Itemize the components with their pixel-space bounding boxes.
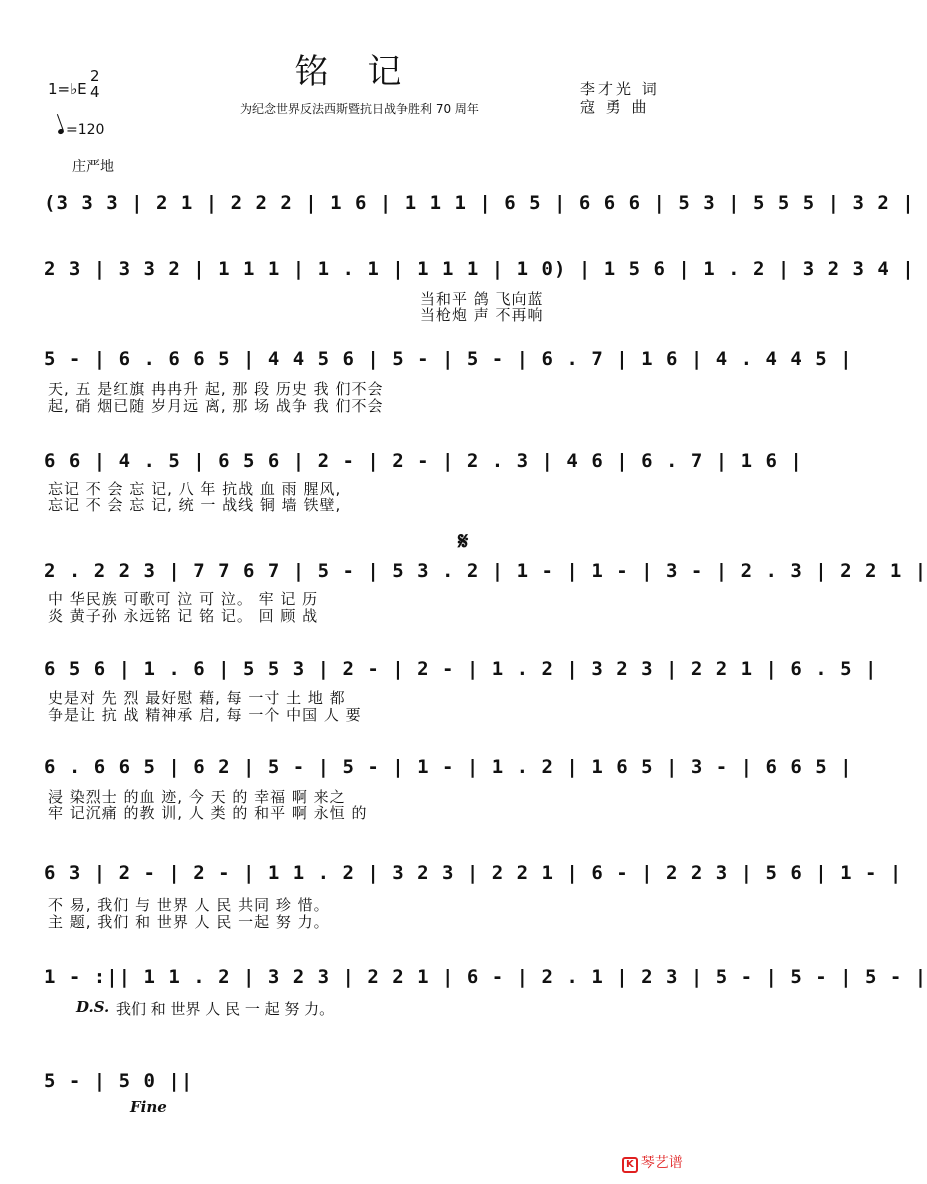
logo-icon: K bbox=[622, 1157, 638, 1173]
fine-mark: Fine bbox=[130, 1098, 167, 1116]
score-line-2: 2 3 | 3 3 2 | 1 1 1 | 1 . 1 | 1 1 1 | 1 0) | 1 5 6 | 1 . 2 | 3 2 3 4 | bbox=[44, 258, 915, 280]
lyricist-credit: 李才光 词 bbox=[580, 80, 660, 98]
expression-marking: 庄严地 bbox=[72, 159, 114, 175]
score-line-3: 5 - | 6 . 6 6 5 | 4 4 5 6 | 5 - | 5 - | 6 . 7 | 1 6 | 4 . 4 4 5 | bbox=[44, 348, 853, 370]
time-signature bbox=[90, 68, 100, 100]
composer-credit: 寇 勇 曲 bbox=[580, 98, 650, 116]
dal-segno-mark: D.S. bbox=[76, 998, 110, 1016]
lyric-line-6-verse-1: 史是对 先 烈 最好慰 藉, 每 一寸 土 地 都 bbox=[48, 689, 346, 707]
subtitle: 为纪念世界反法西斯暨抗日战争胜利 70 周年 bbox=[240, 102, 479, 116]
quarter-note-icon bbox=[57, 128, 64, 135]
tempo-value: =120 bbox=[66, 122, 105, 138]
score-line-1: (3 3 3 | 2 1 | 2 2 2 | 1 6 | 1 1 1 | 6 5 | 6 6 6 | 5 3 | 5 5 5 | 3 2 | bbox=[44, 192, 915, 214]
lyric-line-3-verse-1: 天, 五 是红旗 冉冉升 起, 那 段 历史 我 们不会 bbox=[48, 380, 384, 398]
lyric-line-4-verse-2: 忘记 不 会 忘 记, 统 一 战线 铜 墙 铁壁, bbox=[48, 496, 342, 514]
meter-top: 2 bbox=[90, 67, 100, 85]
lyric-line-6-verse-2: 争是让 抗 战 精神承 启, 每 一个 中国 人 要 bbox=[48, 706, 362, 724]
logo-text: 琴艺谱 bbox=[640, 1155, 683, 1171]
lyric-line-7-verse-1: 浸 染烈士 的血 迹, 今 天 的 幸福 啊 来之 bbox=[48, 788, 346, 806]
score-line-8: 6 3 | 2 - | 2 - | 1 1 . 2 | 3 2 3 | 2 2 1 | 6 - | 2 2 3 | 5 6 | 1 - | bbox=[44, 862, 903, 884]
score-line-4: 6 6 | 4 . 5 | 6 5 6 | 2 - | 2 - | 2 . 3 | 4 6 | 6 . 7 | 1 6 | bbox=[44, 450, 803, 472]
song-title: 铭 记 bbox=[294, 52, 416, 92]
lyric-line-5-verse-1: 中 华民族 可歌可 泣 可 泣。 牢 记 历 bbox=[48, 590, 319, 608]
lyric-line-2-verse-1: 当和平 鸽 飞向蓝 bbox=[420, 290, 544, 308]
score-line-7: 6 . 6 6 5 | 6 2 | 5 - | 5 - | 1 - | 1 . 2 | 1 6 5 | 3 - | 6 6 5 | bbox=[44, 756, 853, 778]
score-line-9: 1 - :|| 1 1 . 2 | 3 2 3 | 2 2 1 | 6 - | 2 . 1 | 2 3 | 5 - | 5 - | 5 - | bbox=[44, 966, 927, 988]
lyric-line-8-verse-1: 不 易, 我们 与 世界 人 民 共同 珍 惜。 bbox=[48, 896, 330, 914]
lyric-line-7-verse-2: 牢 记沉痛 的教 训, 人 类 的 和平 啊 永恒 的 bbox=[48, 804, 368, 822]
lyric-line-4-verse-1: 忘记 不 会 忘 记, 八 年 抗战 血 雨 腥风, bbox=[48, 480, 342, 498]
score-line-10: 5 - | 5 0 || bbox=[44, 1070, 194, 1092]
lyric-line-8-verse-2: 主 题, 我们 和 世界 人 民 一起 努 力。 bbox=[48, 913, 330, 931]
lyric-line-3-verse-2: 起, 硝 烟已随 岁月远 离, 那 场 战争 我 们不会 bbox=[48, 397, 384, 415]
publisher-logo bbox=[622, 1152, 683, 1173]
lyric-line-2-verse-2: 当枪炮 声 不再响 bbox=[420, 306, 544, 324]
segno-sign: 𝄋 bbox=[458, 527, 469, 555]
lyric-line-9: 我们 和 世界 人 民 一 起 努 力。 bbox=[116, 1000, 335, 1018]
meter-bottom: 4 bbox=[90, 83, 100, 101]
lyric-line-5-verse-2: 炎 黄子孙 永远铭 记 铭 记。 回 顾 战 bbox=[48, 607, 319, 625]
score-line-6: 6 5 6 | 1 . 6 | 5 5 3 | 2 - | 2 - | 1 . 2 | 3 2 3 | 2 2 1 | 6 . 5 | bbox=[44, 658, 878, 680]
tempo-marking bbox=[58, 122, 104, 138]
key-signature: 1=♭E bbox=[48, 80, 87, 98]
score-line-5: 2 . 2 2 3 | 7 7 6 7 | 5 - | 5 3 . 2 | 1 - | 1 - | 3 - | 2 . 3 | 2 2 1 | bbox=[44, 560, 927, 582]
